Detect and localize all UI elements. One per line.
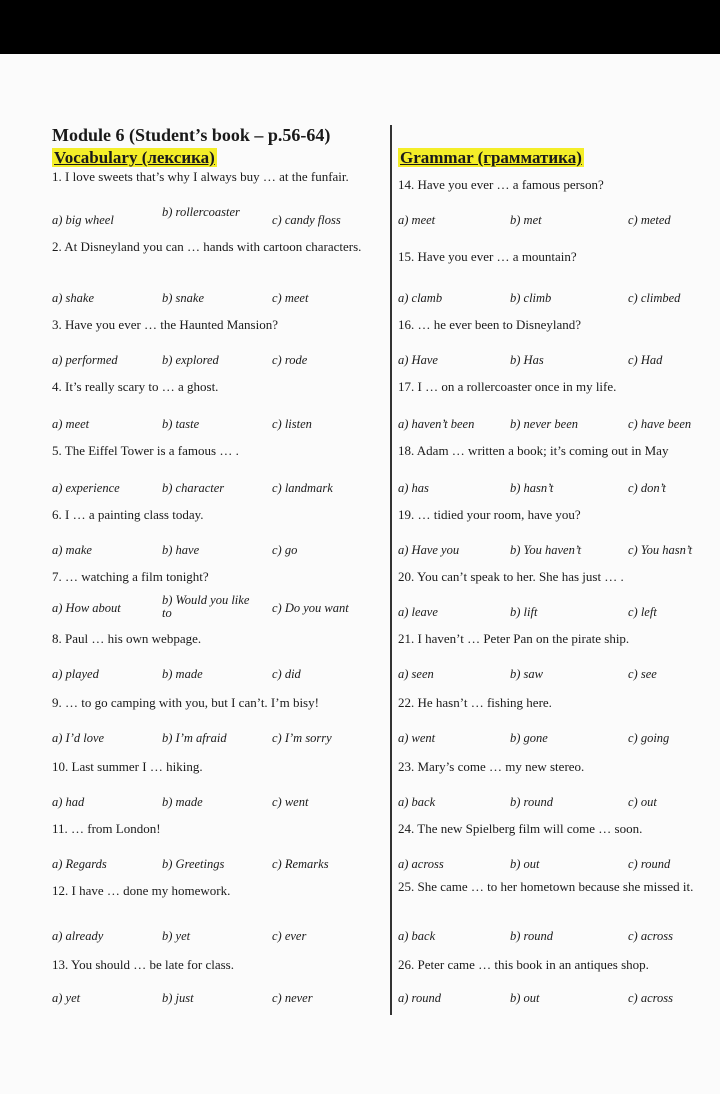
vocabulary-option-b: b) I’m afraid	[162, 731, 227, 745]
grammar-option-c: c) You hasn’t	[628, 543, 693, 557]
grammar-option-c: c) going	[628, 731, 670, 745]
vocabulary-option-a: a) already	[52, 929, 104, 943]
grammar-heading: Grammar (грамматика)	[400, 148, 582, 167]
grammar-option-b: b) round	[510, 929, 553, 943]
grammar-option-a: a) haven’t been	[398, 417, 475, 431]
grammar-question: 16. … he ever been to Disneyland?	[398, 317, 582, 332]
vocabulary-question: 11. … from London!	[52, 821, 161, 836]
grammar-question: 25. She came … to her hometown because she missed it.	[398, 879, 694, 894]
vocabulary-option-c: c) candy floss	[272, 213, 341, 227]
grammar-option-b: b) gone	[510, 731, 548, 745]
vocabulary-question: 2. At Disneyland you can … hands with cartoon characters.	[52, 239, 362, 254]
grammar-option-c: c) across	[628, 991, 674, 1005]
column-divider	[390, 125, 392, 1015]
grammar-option-a: a) Have you	[398, 543, 460, 557]
grammar-option-a: a) seen	[398, 667, 434, 681]
vocabulary-option-b: b) rollercoaster	[162, 205, 240, 219]
grammar-option-a: a) Have	[398, 353, 438, 367]
module-title: Module 6 (Student’s book – p.56-64)	[52, 125, 331, 145]
grammar-option-b: b) round	[510, 795, 553, 809]
grammar-option-b: b) You haven’t	[510, 543, 582, 557]
vocabulary-option-c: c) rode	[272, 353, 308, 367]
vocabulary-question: 8. Paul … his own webpage.	[52, 631, 202, 646]
vocabulary-option-a: a) played	[52, 667, 99, 681]
vocabulary-question: 9. … to go camping with you, but I can’t. I’m bisy!	[52, 695, 319, 710]
vocabulary-option-b: b) just	[162, 991, 194, 1005]
grammar-option-a: a) went	[398, 731, 436, 745]
grammar-option-b: b) lift	[510, 605, 538, 619]
grammar-option-c: c) Had	[628, 353, 663, 367]
vocabulary-option-c: c) landmark	[272, 481, 333, 495]
vocabulary-option-b: b) snake	[162, 291, 204, 305]
vocabulary-option-c: c) ever	[272, 929, 307, 943]
vocabulary-option-b: b) made	[162, 795, 203, 809]
top-black-bar	[0, 0, 720, 54]
grammar-option-a: a) clamb	[398, 291, 443, 305]
vocabulary-option-a: a) big wheel	[52, 213, 114, 227]
vocabulary-option-c: c) I’m sorry	[272, 731, 332, 745]
grammar-option-a: a) has	[398, 481, 429, 495]
vocabulary-option-a: a) Regards	[52, 857, 107, 871]
vocabulary-option-c: c) never	[272, 991, 313, 1005]
vocabulary-question: 12. I have … done my homework.	[52, 883, 231, 898]
vocabulary-option-a: a) performed	[52, 353, 118, 367]
grammar-option-c: c) see	[628, 667, 657, 681]
vocabulary-option-b: b) Greetings	[162, 857, 225, 871]
grammar-option-b: b) climb	[510, 291, 552, 305]
grammar-question: 20. You can’t speak to her. She has just … .	[398, 569, 624, 584]
grammar-option-a: a) round	[398, 991, 441, 1005]
grammar-option-b: b) saw	[510, 667, 543, 681]
grammar-option-c: c) across	[628, 929, 674, 943]
grammar-question: 14. Have you ever … a famous person?	[398, 177, 604, 192]
grammar-option-b: b) hasn’t	[510, 481, 554, 495]
grammar-option-b: b) met	[510, 213, 542, 227]
grammar-question: 15. Have you ever … a mountain?	[398, 249, 577, 264]
grammar-question: 23. Mary’s come … my new stereo.	[398, 759, 585, 774]
vocabulary-option-b: b) character	[162, 481, 225, 495]
vocabulary-option-b: b) made	[162, 667, 203, 681]
grammar-question: 17. I … on a rollercoaster once in my life.	[398, 379, 617, 394]
vocabulary-option-a: a) meet	[52, 417, 90, 431]
vocabulary-option-a: a) shake	[52, 291, 94, 305]
grammar-option-c: c) climbed	[628, 291, 681, 305]
vocabulary-option-a: a) had	[52, 795, 85, 809]
grammar-option-b: b) never been	[510, 417, 579, 431]
vocabulary-option-b: b) explored	[162, 353, 219, 367]
vocabulary-option-a: a) experience	[52, 481, 120, 495]
vocabulary-option-a: a) I’d love	[52, 731, 105, 745]
grammar-option-c: c) round	[628, 857, 671, 871]
grammar-option-c: c) meted	[628, 213, 671, 227]
grammar-option-a: a) meet	[398, 213, 436, 227]
vocabulary-question: 10. Last summer I … hiking.	[52, 759, 203, 774]
vocabulary-option-c: c) go	[272, 543, 298, 557]
vocabulary-option-c: c) did	[272, 667, 301, 681]
grammar-question: 21. I haven’t … Peter Pan on the pirate ship.	[398, 631, 630, 646]
vocabulary-option-c: c) Remarks	[272, 857, 329, 871]
grammar-option-c: c) left	[628, 605, 657, 619]
vocabulary-option-b: b) yet	[162, 929, 191, 943]
grammar-option-b: b) Has	[510, 353, 544, 367]
vocabulary-option-b: b) taste	[162, 417, 200, 431]
vocabulary-question: 7. … watching a film tonight?	[52, 569, 209, 584]
vocabulary-question: 1. I love sweets that’s why I always buy … at the funfair.	[52, 169, 349, 184]
grammar-option-c: c) don’t	[628, 481, 666, 495]
grammar-option-c: c) out	[628, 795, 657, 809]
grammar-option-a: a) back	[398, 929, 436, 943]
grammar-question: 18. Adam … written a book; it’s coming out in May	[398, 443, 669, 458]
vocabulary-option-c: c) Do you want	[272, 601, 349, 615]
vocabulary-option-c: c) went	[272, 795, 309, 809]
grammar-option-b: b) out	[510, 991, 540, 1005]
vocabulary-option-b: b) have	[162, 543, 200, 557]
vocabulary-heading: Vocabulary (лексика)	[54, 148, 215, 167]
grammar-option-a: a) leave	[398, 605, 438, 619]
vocabulary-question: 13. You should … be late for class.	[52, 957, 234, 972]
grammar-question: 24. The new Spielberg film will come … soon.	[398, 821, 643, 836]
vocabulary-option-c: c) listen	[272, 417, 312, 431]
vocabulary-question: 6. I … a painting class today.	[52, 507, 204, 522]
vocabulary-option-a: a) yet	[52, 991, 81, 1005]
vocabulary-question: 4. It’s really scary to … a ghost.	[52, 379, 219, 394]
grammar-question: 26. Peter came … this book in an antiques shop.	[398, 957, 649, 972]
grammar-option-a: a) across	[398, 857, 444, 871]
vocabulary-option-c: c) meet	[272, 291, 309, 305]
vocabulary-option-a: a) How about	[52, 601, 121, 615]
vocabulary-option-a: a) make	[52, 543, 92, 557]
grammar-option-b: b) out	[510, 857, 540, 871]
vocabulary-question: 5. The Eiffel Tower is a famous … .	[52, 443, 239, 458]
vocabulary-question: 3. Have you ever … the Haunted Mansion?	[52, 317, 278, 332]
grammar-question: 22. He hasn’t … fishing here.	[398, 695, 552, 710]
grammar-option-a: a) back	[398, 795, 436, 809]
grammar-question: 19. … tidied your room, have you?	[398, 507, 581, 522]
vocabulary-option-b: b) Would you like to	[162, 593, 250, 620]
grammar-option-c: c) have been	[628, 417, 692, 431]
